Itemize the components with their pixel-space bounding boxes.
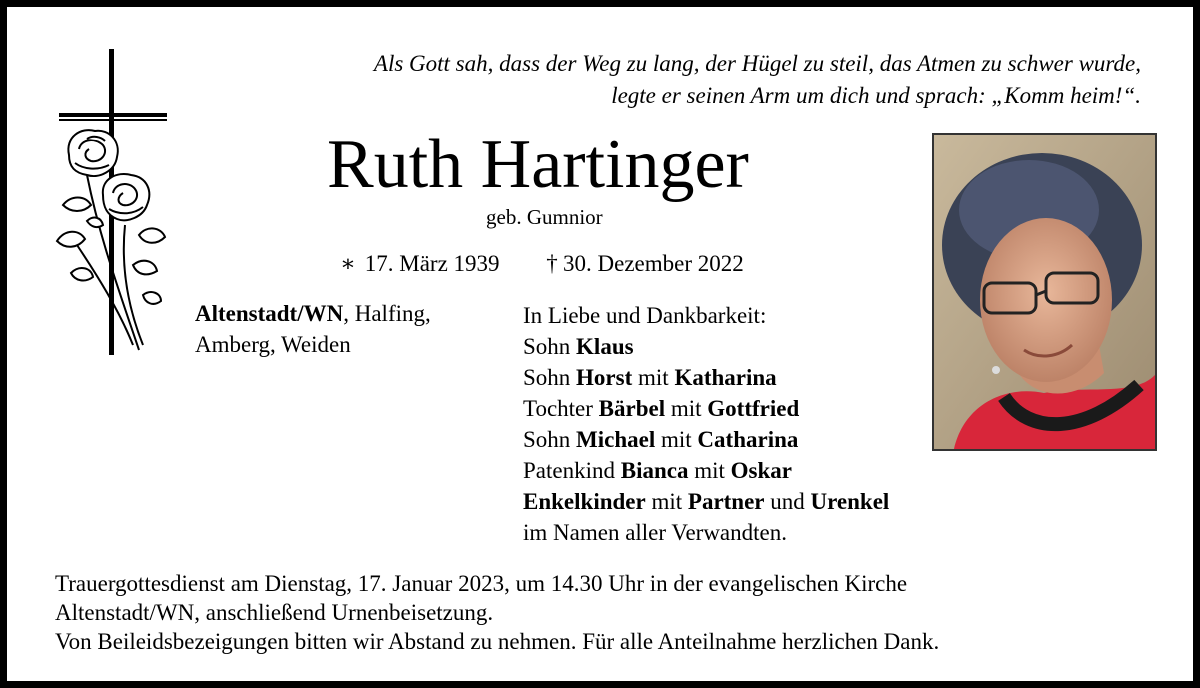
quote-line-1: Als Gott sah, dass der Weg zu lang, der Hügel zu steil, das Atmen zu schwer wurde, (373, 51, 1141, 76)
death-symbol: † (546, 251, 558, 276)
mourners-list (523, 300, 889, 548)
list-item: Sohn Klaus (523, 334, 634, 359)
service-line-1: Trauergottesdienst am Dienstag, 17. Januar 2023, um 14.30 Uhr in der evangelischen Kirche (55, 571, 908, 596)
place-rest-1: , Halfing, (343, 301, 431, 326)
service-line-3: Von Beileidsbezeigungen bitten wir Abstand zu nehmen. Für alle Anteilnahme herzlichen Dank. (55, 629, 940, 654)
mourners-intro: In Liebe und Dankbarkeit: (523, 303, 767, 328)
memorial-quote (374, 48, 1141, 112)
deceased-name: Ruth Hartinger (327, 126, 749, 203)
birth-date: 17. März 1939 (364, 251, 500, 276)
portrait-photo (932, 133, 1157, 451)
place-line-2: Amberg, Weiden (195, 332, 351, 357)
list-item: Sohn Horst mit Katharina (523, 365, 777, 390)
list-item: Sohn Michael mit Catharina (523, 427, 799, 452)
mourners-closing: im Namen aller Verwandten. (523, 520, 787, 545)
service-info (55, 569, 939, 656)
death-date: 30. Dezember 2022 (563, 251, 744, 276)
cross-with-roses-icon (47, 45, 177, 357)
birth-name: geb. Gumnior (486, 205, 603, 229)
list-item: Enkelkinder mit Partner und Urenkel (523, 489, 890, 514)
birth-symbol: ∗ (340, 251, 356, 276)
life-dates (337, 249, 744, 279)
places-block (195, 298, 431, 360)
quote-line-2: legte er seinen Arm um dich und sprach: „Komm heim!“. (611, 83, 1141, 108)
list-item: Patenkind Bianca mit Oskar (523, 458, 792, 483)
place-main: Altenstadt/WN (195, 301, 344, 326)
service-line-2: Altenstadt/WN, anschließend Urnenbeisetzung. (55, 600, 494, 625)
list-item: Tochter Bärbel mit Gottfried (523, 396, 800, 421)
